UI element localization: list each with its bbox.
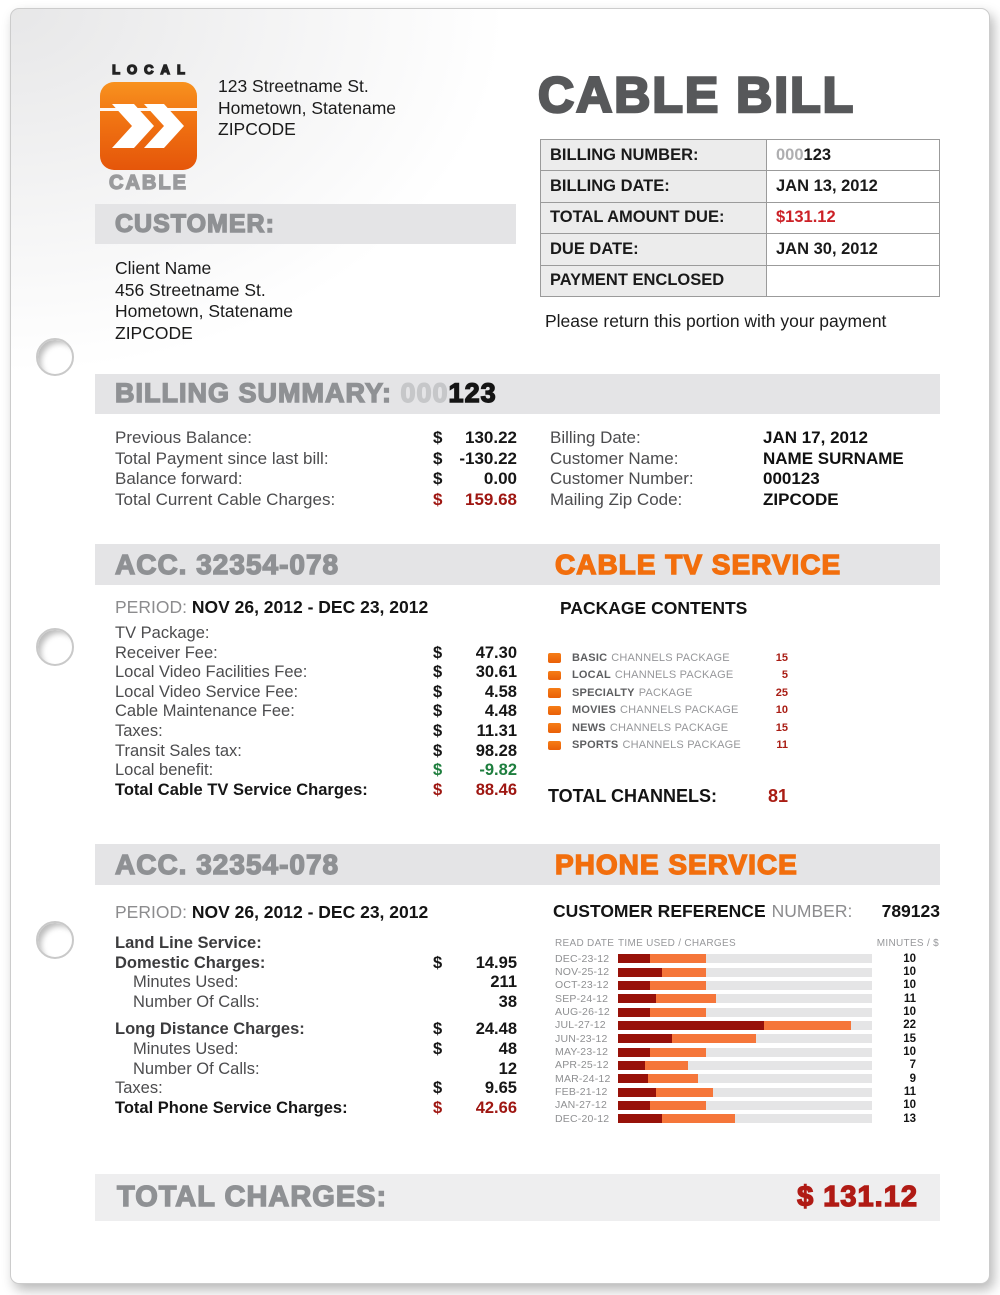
billing-box-label: BILLING NUMBER: (541, 140, 767, 171)
charge-row (115, 722, 517, 742)
chart-bar-track (618, 1021, 872, 1030)
time-used-bar-segment (662, 968, 705, 977)
chart-read-date: FEB-21-12 (555, 1086, 608, 1099)
package-channel-count: 10 (775, 704, 788, 717)
charge-label: Number Of Calls: (133, 992, 260, 1011)
customer-reference-label-bold: CUSTOMER REFERENCE (553, 901, 766, 921)
value-text: 123 (803, 145, 832, 164)
address-line: Hometown, Statename (218, 97, 397, 118)
chart-row (555, 952, 940, 965)
chart-header-read-date: READ DATE (555, 938, 615, 949)
chart-row (555, 992, 940, 1005)
billing-box-row (541, 140, 940, 171)
chart-row (555, 1072, 940, 1085)
cable-account-number: ACC. 32354-078 (115, 549, 340, 580)
package-row (548, 737, 788, 755)
phone-usage-chart (555, 938, 940, 1125)
address-line: Hometown, Statename (115, 301, 294, 321)
chart-minutes-value: 11 (903, 1086, 916, 1099)
chart-minutes-value: 22 (903, 1019, 916, 1032)
charge-amount: 4.58 (484, 682, 517, 701)
chart-row (555, 1112, 940, 1125)
package-name: NEWS (572, 721, 606, 734)
charge-amount: 159.68 (465, 489, 517, 509)
chart-read-date: MAY-23-12 (555, 1046, 609, 1059)
charge-row (115, 624, 517, 644)
billing-box-label: DUE DATE: (541, 234, 767, 265)
billing-summary-amounts (115, 428, 517, 510)
chart-row (555, 965, 940, 978)
value-prefix: 000 (776, 145, 804, 164)
chart-minutes-value: 10 (903, 1006, 916, 1019)
time-used-bar-segment (650, 981, 706, 990)
currency-sign: $ (433, 1039, 443, 1058)
charge-row (115, 781, 517, 801)
chart-row (555, 1032, 940, 1045)
detail-label: Customer Number: (550, 469, 694, 489)
package-row (548, 667, 788, 685)
chart-row (555, 1045, 940, 1058)
total-charges-value: $ 131.12 (797, 1181, 918, 1213)
chart-minutes-value: 13 (903, 1112, 916, 1125)
package-row (548, 719, 788, 737)
chart-bar-track (618, 1048, 872, 1057)
package-square-icon (548, 653, 561, 663)
billing-box-row (541, 234, 940, 265)
time-used-bar-segment (656, 1088, 713, 1097)
billing-box-label: BILLING DATE: (541, 171, 767, 202)
charge-label: Cable Maintenance Fee: (115, 702, 295, 721)
charges-bar-segment (618, 1021, 764, 1030)
charge-label: Total Phone Service Charges: (115, 1098, 348, 1117)
charge-label: Total Current Cable Charges: (115, 489, 336, 509)
time-used-bar-segment (650, 954, 706, 963)
period-value: NOV 26, 2012 - DEC 23, 2012 (191, 597, 429, 617)
summary-detail-row (550, 428, 940, 449)
total-channels-label: TOTAL CHANNELS: (548, 786, 717, 806)
charge-label: Minutes Used: (133, 1039, 239, 1058)
charge-row (115, 742, 517, 762)
charge-label: Long Distance Charges: (115, 1020, 305, 1039)
package-square-icon (548, 706, 561, 716)
charge-row (115, 644, 517, 664)
cable-period (115, 597, 428, 618)
charge-label: Total Cable TV Service Charges: (115, 780, 368, 799)
logo-brand-top: LOCAL (112, 62, 192, 77)
chart-row (555, 1005, 940, 1018)
total-charges-label: TOTAL CHARGES: (117, 1181, 388, 1213)
billing-number-prefix: 000 (400, 378, 449, 408)
time-used-bar-segment (656, 994, 716, 1003)
charge-amount: 0.00 (483, 469, 517, 489)
time-used-bar-segment (662, 1114, 734, 1123)
charge-row (115, 761, 517, 781)
address-line: ZIPCODE (115, 322, 193, 343)
time-used-bar-segment (650, 1008, 706, 1017)
package-square-icon (548, 688, 561, 698)
chart-read-date: SEP-24-12 (555, 992, 609, 1005)
billing-box-value (767, 265, 940, 296)
chart-minutes-value: 10 (903, 966, 916, 979)
package-suffix: CHANNELS PACKAGE (622, 739, 741, 752)
charge-amount: 12 (498, 1059, 517, 1078)
value-text: JAN 30, 2012 (776, 239, 878, 258)
time-used-bar-segment (672, 1034, 756, 1043)
charges-bar-segment (618, 994, 656, 1003)
charges-bar-segment (618, 1048, 650, 1057)
chart-read-date: JUN-23-12 (555, 1032, 608, 1045)
billing-summary-box (540, 139, 940, 297)
charge-amount: 24.48 (475, 1020, 517, 1039)
charge-amount: 9.65 (484, 1079, 517, 1098)
detail-value: NAME SURNAME (763, 448, 904, 468)
package-square-icon (548, 723, 561, 733)
package-channel-count: 15 (775, 651, 788, 664)
package-square-icon (548, 741, 561, 751)
charge-amount: 38 (498, 992, 517, 1011)
chart-read-date: DEC-20-12 (555, 1112, 610, 1125)
chart-minutes-value: 10 (903, 952, 916, 965)
charges-bar-segment (618, 981, 650, 990)
currency-sign: $ (433, 721, 443, 740)
billing-number: 123 (448, 378, 497, 408)
billing-summary-heading: BILLING SUMMARY: (115, 378, 401, 408)
chart-read-date: AUG-26-12 (555, 1006, 610, 1019)
billing-box-value (767, 234, 940, 265)
phone-period (115, 902, 428, 923)
charge-label: Local benefit: (115, 761, 214, 780)
package-contents-list (548, 649, 788, 754)
charge-row (115, 993, 517, 1013)
charge-row (115, 1079, 517, 1099)
summary-detail-row (550, 469, 940, 490)
package-contents-heading: PACKAGE CONTENTS (560, 598, 748, 618)
currency-sign: $ (433, 953, 443, 972)
package-row (548, 649, 788, 667)
package-name: SPECIALTY (572, 686, 635, 699)
chart-bar-track (618, 1074, 872, 1083)
address-line: 456 Streetname St. (115, 279, 266, 300)
customer-section-bar (95, 204, 516, 244)
package-name: MOVIES (572, 704, 616, 717)
chart-read-date: JAN-27-12 (555, 1099, 607, 1112)
return-note: Please return this portion with your payment (545, 311, 887, 331)
package-suffix: CHANNELS PACKAGE (611, 651, 730, 664)
chart-read-date: DEC-23-12 (555, 952, 610, 965)
company-logo (100, 82, 197, 170)
chart-bar-track (618, 1061, 872, 1070)
currency-sign: $ (433, 1020, 443, 1039)
summary-detail-row (550, 449, 940, 470)
chart-bar-track (618, 1008, 872, 1017)
billing-box-label: TOTAL AMOUNT DUE: (541, 202, 767, 233)
value-text: JAN 13, 2012 (776, 177, 878, 196)
charges-bar-segment (618, 1074, 648, 1083)
time-used-bar-segment (650, 1048, 706, 1057)
currency-sign: $ (433, 1079, 443, 1098)
billing-box-row (541, 202, 940, 233)
charge-row (115, 428, 517, 449)
charge-row (115, 1060, 517, 1080)
charge-row (115, 973, 517, 993)
charge-amount: 88.46 (475, 780, 517, 799)
chart-minutes-value: 15 (903, 1032, 916, 1045)
package-row (548, 684, 788, 702)
cable-tv-service-heading: CABLE TV SERVICE (555, 549, 842, 580)
time-used-bar-segment (764, 1021, 851, 1030)
chart-minutes-value: 10 (903, 979, 916, 992)
punch-hole (36, 338, 74, 376)
chart-bar-track (618, 981, 872, 990)
charge-row (115, 469, 517, 490)
chart-row (555, 1099, 940, 1112)
row-spacer (115, 1012, 517, 1020)
billing-box-value (767, 202, 940, 233)
period-label: PERIOD: (115, 597, 192, 617)
package-channel-count: 25 (775, 686, 788, 699)
chart-minutes-value: 10 (903, 1046, 916, 1059)
detail-label: Customer Name: (550, 448, 679, 468)
package-suffix: CHANNELS PACKAGE (620, 704, 739, 717)
package-channel-count: 11 (776, 739, 788, 752)
phone-service-heading: PHONE SERVICE (555, 849, 798, 880)
package-name: LOCAL (572, 669, 611, 682)
punch-hole (36, 921, 74, 959)
cable-tv-section-bar (95, 544, 940, 585)
billing-box-value (767, 171, 940, 202)
detail-value: 000123 (763, 469, 820, 489)
package-suffix: CHANNELS PACKAGE (609, 721, 729, 734)
value-text: $131.12 (776, 208, 836, 227)
charge-label: Total Payment since last bill: (115, 448, 329, 468)
charge-label: Number Of Calls: (133, 1059, 260, 1078)
charge-row (115, 702, 517, 722)
currency-sign: $ (433, 663, 443, 682)
charge-label: Domestic Charges: (115, 953, 266, 972)
charges-bar-segment (618, 954, 650, 963)
currency-sign: $ (433, 702, 443, 721)
currency-sign: $ (433, 469, 443, 489)
address-line: ZIPCODE (218, 119, 296, 139)
billing-summary-details (550, 428, 940, 510)
detail-value: JAN 17, 2012 (763, 428, 868, 447)
currency-sign: $ (433, 448, 443, 468)
chart-minutes-value: 9 (909, 1072, 916, 1085)
time-used-bar-segment (645, 1061, 688, 1070)
package-square-icon (548, 671, 561, 681)
period-label: PERIOD: (115, 902, 192, 922)
chart-row (555, 1085, 940, 1098)
chart-bar-track (618, 1114, 872, 1123)
package-name: BASIC (572, 651, 608, 664)
charge-amount: 211 (490, 973, 517, 992)
chart-bar-track (618, 994, 872, 1003)
customer-reference-label: NUMBER: (771, 901, 853, 921)
charge-label: Receiver Fee: (115, 643, 218, 662)
charge-label: Taxes: (115, 721, 163, 740)
chart-read-date: JUL-27-12 (555, 1019, 606, 1032)
charge-label: Previous Balance: (115, 428, 253, 447)
phone-charges-list (115, 934, 517, 1118)
charge-label: Local Video Service Fee: (115, 682, 299, 701)
page-title: CABLE BILL (538, 67, 856, 123)
charges-bar-segment (618, 1061, 645, 1070)
charge-label: Minutes Used: (133, 973, 239, 992)
charge-row (115, 449, 517, 470)
charge-amount: 11.31 (476, 721, 517, 740)
company-address (218, 76, 396, 141)
charge-row (115, 1020, 517, 1040)
currency-sign: $ (433, 761, 443, 780)
chart-minutes-value: 11 (903, 992, 916, 1005)
currency-sign: $ (433, 1098, 443, 1117)
total-channels-row (548, 786, 788, 807)
charge-label: TV Package: (115, 624, 210, 642)
package-name: SPORTS (572, 739, 619, 752)
charge-amount: 30.61 (475, 663, 517, 682)
charges-bar-segment (618, 1101, 650, 1110)
time-used-bar-segment (648, 1074, 698, 1083)
punch-hole (36, 628, 74, 666)
customer-reference-value: 789123 (881, 901, 940, 921)
chart-header-row (555, 938, 940, 952)
charge-label: Taxes: (115, 1079, 163, 1098)
customer-heading: CUSTOMER: (115, 210, 275, 238)
charge-row (115, 490, 517, 511)
charge-amount: -130.22 (459, 448, 517, 468)
double-chevron-icon (106, 94, 191, 158)
phone-account-number: ACC. 32354-078 (115, 849, 340, 880)
chart-minutes-value: 7 (909, 1059, 916, 1072)
charge-amount: 4.48 (484, 702, 517, 721)
address-line: Client Name (115, 258, 212, 278)
charge-amount: -9.82 (479, 761, 517, 780)
charges-bar-segment (618, 1008, 650, 1017)
total-charges-bar (95, 1174, 940, 1221)
charges-bar-segment (618, 1088, 656, 1097)
charge-amount: 98.28 (475, 741, 517, 760)
charge-row (115, 1040, 517, 1060)
customer-reference-row (553, 901, 940, 922)
billing-summary-bar (95, 374, 940, 414)
charges-bar-segment (618, 1114, 662, 1123)
charge-label: Transit Sales tax: (115, 741, 242, 760)
charge-label: Land Line Service: (115, 934, 262, 952)
customer-address (115, 258, 293, 344)
cable-charges-list (115, 624, 517, 800)
chart-bar-track (618, 1101, 872, 1110)
chart-read-date: MAR-24-12 (555, 1072, 611, 1085)
package-suffix: CHANNELS PACKAGE (614, 669, 734, 682)
package-channel-count: 15 (775, 721, 788, 734)
currency-sign: $ (433, 741, 443, 760)
charge-row (115, 1099, 517, 1119)
charge-amount: 47.30 (475, 643, 517, 662)
detail-label: Billing Date: (550, 428, 641, 447)
charges-bar-segment (618, 968, 662, 977)
detail-value: ZIPCODE (763, 489, 839, 509)
time-used-bar-segment (650, 1101, 706, 1110)
currency-sign: $ (433, 780, 443, 799)
charge-label: Local Video Facilities Fee: (115, 663, 308, 682)
chart-row (555, 979, 940, 992)
charges-bar-segment (618, 1034, 672, 1043)
total-channels-value: 81 (767, 786, 788, 806)
billing-box-row (541, 265, 940, 296)
currency-sign: $ (433, 682, 443, 701)
package-suffix: PACKAGE (638, 686, 693, 699)
charge-row (115, 683, 517, 703)
chart-bar-track (618, 968, 872, 977)
detail-label: Mailing Zip Code: (550, 489, 683, 509)
package-row (548, 702, 788, 720)
currency-sign: $ (433, 643, 443, 662)
charge-label: Balance forward: (115, 469, 243, 489)
charge-row (115, 954, 517, 974)
chart-header-minutes: MINUTES / $ (876, 938, 939, 949)
chart-bar-track (618, 1034, 872, 1043)
billing-box-row (541, 171, 940, 202)
package-channel-count: 5 (781, 669, 788, 682)
charge-amount: 48 (498, 1039, 517, 1058)
billing-box-label: PAYMENT ENCLOSED (541, 265, 767, 296)
charge-row (115, 934, 517, 954)
chart-row (555, 1019, 940, 1032)
chart-read-date: OCT-23-12 (555, 979, 609, 992)
phone-section-bar (95, 844, 940, 885)
chart-read-date: APR-25-12 (555, 1059, 609, 1072)
period-value: NOV 26, 2012 - DEC 23, 2012 (191, 902, 429, 922)
chart-row (555, 1059, 940, 1072)
address-line: 123 Streetname St. (218, 76, 369, 96)
charge-amount: 14.95 (475, 953, 517, 972)
summary-detail-row (550, 490, 940, 511)
currency-sign: $ (433, 428, 443, 447)
currency-sign: $ (433, 489, 443, 509)
charge-amount: 42.66 (475, 1098, 517, 1117)
charge-amount: 130.22 (465, 428, 517, 447)
billing-box-value (767, 140, 940, 171)
chart-read-date: NOV-25-12 (555, 966, 610, 979)
charge-row (115, 663, 517, 683)
logo-brand-bottom: CABLE (109, 172, 188, 194)
chart-bar-track (618, 1088, 872, 1097)
chart-bar-track (618, 954, 872, 963)
chart-minutes-value: 10 (903, 1099, 916, 1112)
chart-header-time-used: TIME USED / CHARGES (618, 938, 736, 949)
